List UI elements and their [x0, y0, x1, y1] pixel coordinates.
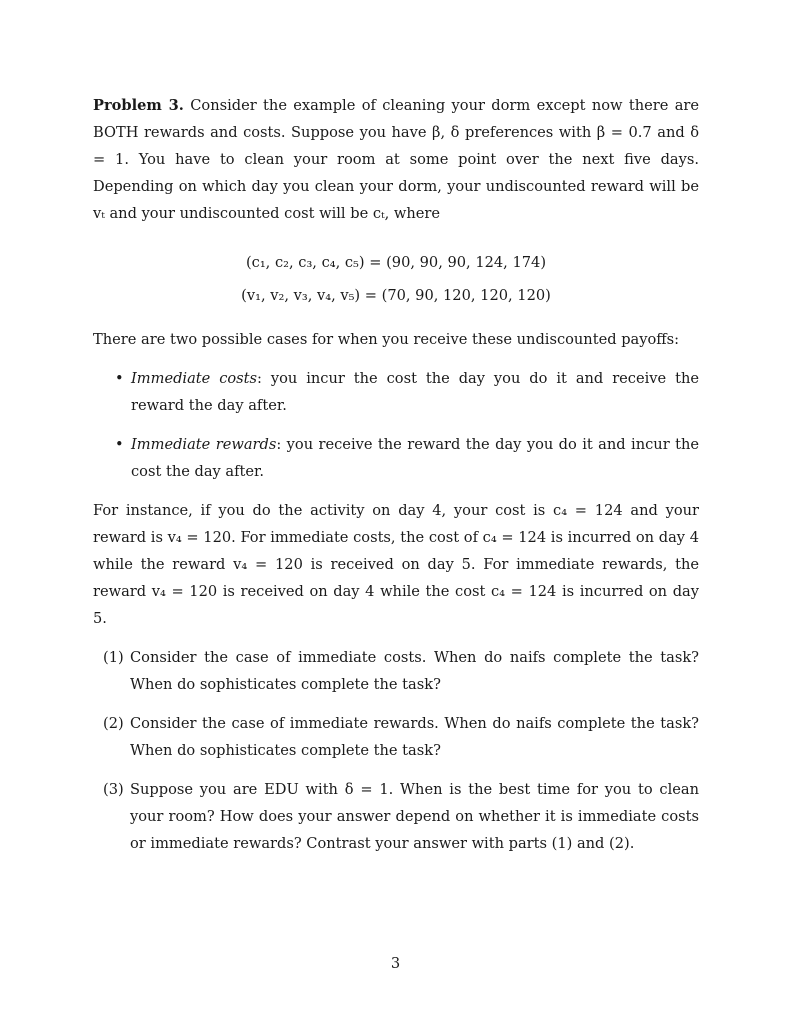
reward-equation: (v₁, v₂, v₃, v₄, v₅) = (70, 90, 120, 120, 120): [241, 287, 551, 304]
cases-intro: There are two possible cases for when you receive these undiscounted payoffs:: [93, 331, 680, 348]
question-text: Suppose you are EDU with δ = 1. When is the best time for you to clean your room? How does your answer depend on whether it is immediate costs or immediate rewards? Contrast your answer with parts (1) and (2).: [130, 781, 699, 852]
case-text: : you receive the reward the day you do it and incur the cost the day after.: [131, 436, 699, 480]
question-item: [93, 710, 699, 764]
cost-equation: (c₁, c₂, c₃, c₄, c₅) = (90, 90, 90, 124, 174): [245, 254, 547, 271]
problem-label: Problem 3.: [93, 97, 184, 114]
example-paragraph: For instance, if you do the activity on day 4, your cost is c₄ = 124 and your reward is v₄ = 120. For immediate costs, the cost of c₄ = 124 is incurred on day 4 while the reward v₄ = 120 is received on day 5. For immediate rewards, the reward v₄ = 120 is received on day 4 while the cost c₄ = 124 is incurred on day 5.: [93, 502, 699, 627]
case-item: [93, 431, 699, 485]
equation-block: [93, 246, 699, 312]
page-number: 3: [390, 955, 401, 972]
question-number: (1): [103, 649, 124, 666]
question-text: Consider the case of immediate rewards. When do naifs complete the task? When do sophisticates complete the task?: [130, 715, 699, 759]
case-term: Immediate rewards: [131, 436, 277, 453]
case-text: : you incur the cost the day you do it and receive the reward the day after.: [131, 370, 699, 414]
question-text: Consider the case of immediate costs. When do naifs complete the task? When do sophisticates complete the task?: [130, 649, 699, 693]
case-item: [93, 365, 699, 419]
question-number: (2): [103, 715, 124, 732]
question-item: [93, 776, 699, 857]
problem-intro-text: Consider the example of cleaning your dorm except now there are BOTH rewards and costs. Suppose you have β, δ preferences with β = 0.7 and δ = 1. You have to clean your room at some point over the next five days. Depending on which day you clean your dorm, your undiscounted reward will be vₜ and your undiscounted cost will be cₜ, where: [93, 97, 700, 222]
question-number: (3): [103, 781, 124, 798]
cases-list: [93, 365, 699, 485]
questions-list: [93, 644, 699, 857]
question-item: [93, 644, 699, 698]
problem-body: [93, 92, 699, 869]
case-term: Immediate costs: [131, 370, 258, 387]
problem-intro-paragraph: [93, 92, 699, 227]
